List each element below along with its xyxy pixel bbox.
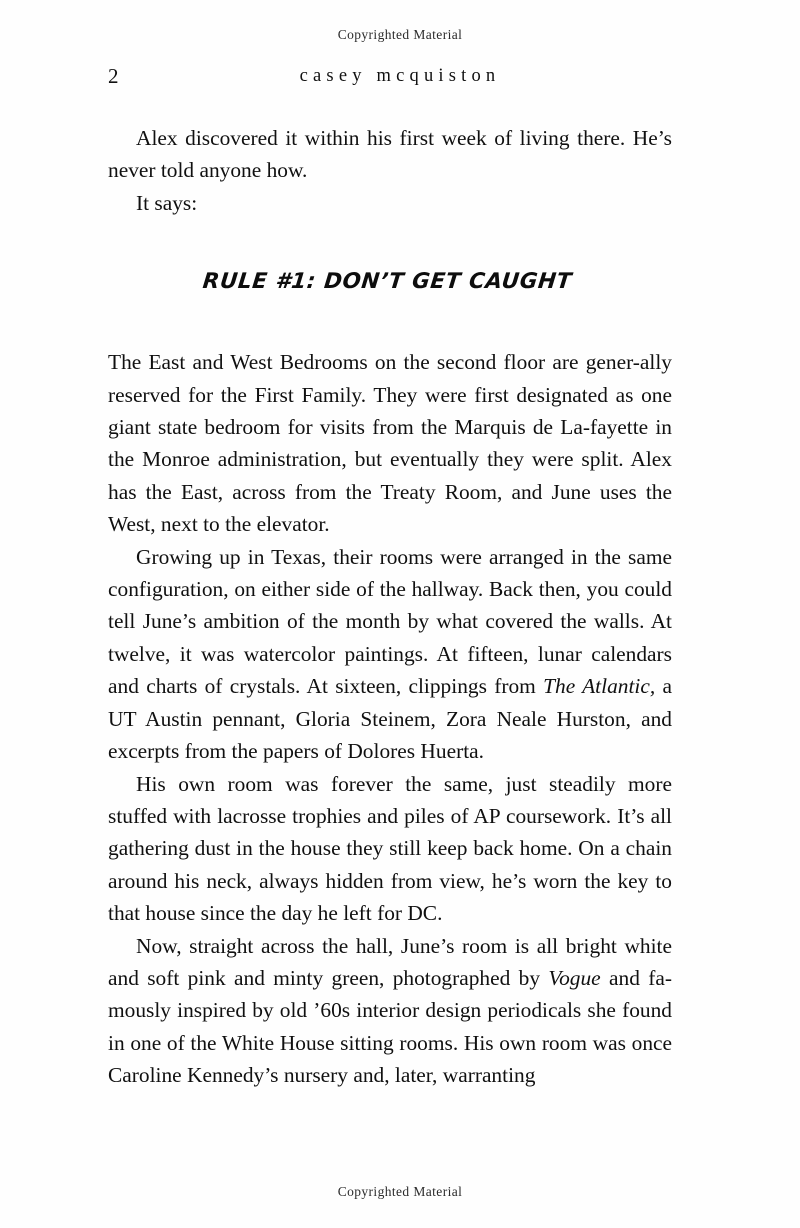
- paragraph-6-part-a: Now, straight across the hall, June’s room is all bright white and soft pink and minty green, photographed by: [108, 933, 672, 990]
- body-text-column: [108, 122, 672, 1092]
- paragraph-2: It says:: [136, 190, 198, 215]
- copyright-watermark-bottom: Copyrighted Material: [337, 1184, 463, 1199]
- paragraph-6: [108, 930, 672, 1092]
- paragraph-4: [108, 541, 672, 768]
- paragraph-3: The East and West Bedrooms on the second floor are gener-ally reserved for the First Family. They were first designated as one giant state bedroom for visits from the Marquis de La-fayette in the Monroe administration, but eventually they were split. Alex has the East, across from the Treaty Room, and June uses the West, next to the elevator.: [108, 350, 672, 537]
- title-the-atlantic: The Atlantic,: [543, 674, 656, 699]
- page-number: 2: [108, 64, 119, 88]
- running-head: [108, 64, 692, 94]
- title-vogue: Vogue: [548, 965, 601, 990]
- paragraph-5: His own room was forever the same, just steadily more stuffed with lacrosse trophies and piles of AP coursework. It’s all gathering dust in the house they still keep back home. On a chain around his neck, always hidden from view, he’s worn the key to that house since the day he left for DC.: [108, 771, 672, 926]
- author-running-head: casey mcquiston: [299, 66, 501, 86]
- paragraph-4-part-a: Growing up in Texas, their rooms were arranged in the same configuration, on either side of the hallway. Back then, you could tell June’s ambition of the month by what covered the walls. At twelve, it was watercolor paintings. At fifteen, lunar calendars and charts of crystals. At sixteen, clippings from: [108, 544, 672, 699]
- copyright-watermark-top: Copyrighted Material: [337, 27, 463, 42]
- paragraph-1: Alex discovered it within his first week of living there. He’s never told anyone how.: [108, 126, 672, 183]
- paragraph-4-part-b: a UT Austin pennant, Gloria Steinem, Zora Neale Hurston, and excerpts from the papers of Dolores Huerta.: [108, 674, 673, 764]
- paragraph-6-part-b: and fa-mously inspired by old ’60s interior design periodicals she found in one of the White House sitting rooms. His own room was once Caroline Kennedy’s nursery and, later, warranting: [108, 965, 672, 1088]
- rule-heading: RULE #1: DON’T GET CAUGHT: [201, 269, 574, 295]
- section-gap: [108, 294, 672, 346]
